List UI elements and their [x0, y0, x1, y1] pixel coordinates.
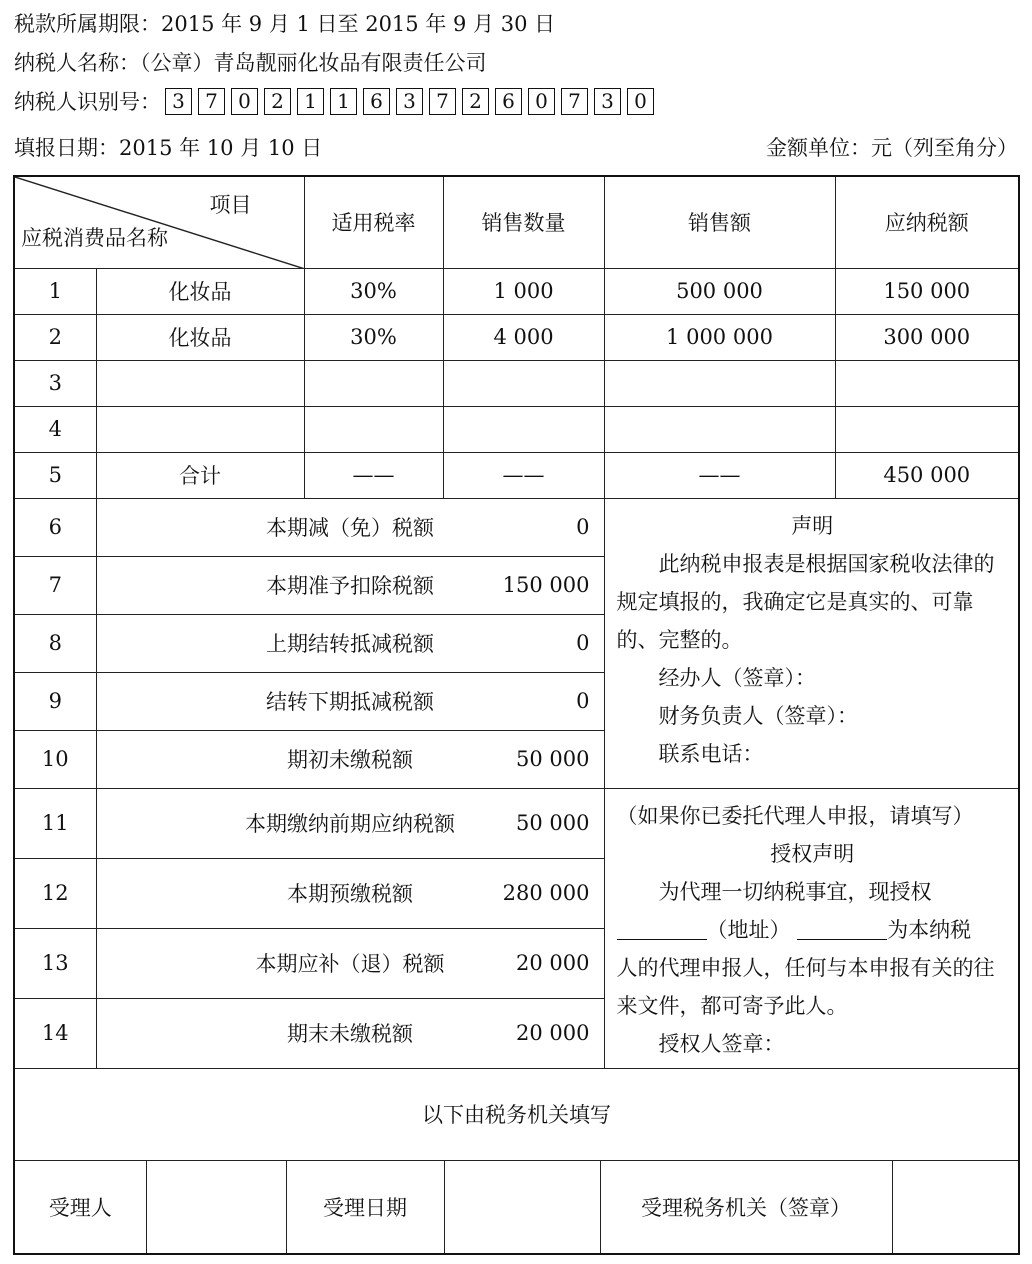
row-tax — [835, 360, 1019, 406]
row-tax — [835, 406, 1019, 452]
id-digit-box: 1 — [330, 88, 357, 115]
id-digit-box: 2 — [264, 88, 291, 115]
taxpayer-id-boxes — [165, 88, 660, 115]
item-label: 本期减（免）税额 — [266, 516, 434, 540]
corner-product-label: 应税消费品名称 — [21, 225, 168, 250]
item-no: 6 — [14, 498, 96, 556]
id-digit-box: 0 — [231, 88, 258, 115]
item-label: 上期结转抵减税额 — [266, 632, 434, 656]
col-header-sales: 销售额 — [604, 176, 835, 268]
date-unit-row — [14, 132, 1018, 162]
authorization-line3: 人的代理申报人，任何与本申报有关的往来文件，都可寄予此人。 — [616, 955, 995, 1018]
item-no: 11 — [14, 788, 96, 858]
id-digit-box: 6 — [363, 88, 390, 115]
declaration-body: 此纳税申报表是根据国家税收法律的规定填报的，我确定它是真实的、可靠的、完整的。 — [616, 551, 995, 652]
row-sales: 1 000 000 — [604, 314, 835, 360]
taxpayer-name: 纳税人名称：（公章）青岛靓丽化妆品有限责任公司 — [14, 51, 487, 75]
row-sales: —— — [604, 452, 835, 498]
authorization-line1: 为代理一切纳税事宜，现授权 — [658, 879, 932, 904]
id-digit-box: 0 — [528, 88, 555, 115]
row-tax: 150 000 — [835, 268, 1019, 314]
item-no: 12 — [14, 858, 96, 928]
table-row — [14, 268, 1019, 314]
declaration-phone: 联系电话： — [658, 741, 764, 766]
row-no: 4 — [14, 406, 96, 452]
row-qty: 1 000 — [443, 268, 604, 314]
row-no: 3 — [14, 360, 96, 406]
item-no: 10 — [14, 730, 96, 788]
item-row — [14, 498, 1019, 556]
row-sales — [604, 360, 835, 406]
item-value: 20 000 — [516, 1021, 590, 1045]
declaration-handler: 经办人（签章）： — [658, 665, 816, 690]
row-qty: 4 000 — [443, 314, 604, 360]
total-row — [14, 452, 1019, 498]
row-tax: 300 000 — [835, 314, 1019, 360]
col-header-qty: 销售数量 — [443, 176, 604, 268]
taxpayer-id-row — [14, 86, 660, 116]
row-product: 化妆品 — [96, 268, 304, 314]
row-no: 1 — [14, 268, 96, 314]
row-product — [96, 360, 304, 406]
item-value: 280 000 — [502, 881, 590, 905]
office-fill-row — [14, 1160, 1019, 1254]
row-rate: —— — [304, 452, 443, 498]
row-rate: 30% — [304, 314, 443, 360]
item-cell — [96, 614, 604, 672]
col-header-rate: 适用税率 — [304, 176, 443, 268]
table-row — [14, 360, 1019, 406]
id-digit-box: 3 — [165, 88, 192, 115]
authorization-cell — [604, 788, 1019, 1068]
item-no: 8 — [14, 614, 96, 672]
row-qty — [443, 406, 604, 452]
item-label: 期末未缴税额 — [287, 1022, 413, 1046]
item-label: 本期预缴税额 — [287, 882, 413, 906]
row-qty: —— — [443, 452, 604, 498]
row-no: 5 — [14, 452, 96, 498]
row-total-tax: 450 000 — [835, 452, 1019, 498]
col-header-tax: 应纳税额 — [835, 176, 1019, 268]
authorization-line2 — [617, 911, 1009, 949]
row-total-label: 合计 — [96, 452, 304, 498]
authorization-line2-tail: 为本纳税 — [887, 917, 972, 942]
item-label: 期初未缴税额 — [287, 748, 413, 772]
item-value: 0 — [576, 515, 590, 539]
blank-line — [617, 918, 707, 940]
item-value: 50 000 — [516, 811, 590, 835]
item-no: 14 — [14, 998, 96, 1068]
tax-period: 税款所属期限：2015 年 9 月 1 日至 2015 年 9 月 30 日 — [14, 12, 556, 36]
item-row — [14, 788, 1019, 858]
item-label: 结转下期抵减税额 — [266, 690, 434, 714]
id-digit-box: 2 — [462, 88, 489, 115]
row-sales — [604, 406, 835, 452]
item-cell — [96, 788, 604, 858]
item-value: 0 — [576, 631, 590, 655]
id-digit-box: 6 — [495, 88, 522, 115]
authorization-title: 授权声明 — [770, 841, 855, 866]
office-label: 受理税务机关（签章） — [600, 1161, 892, 1253]
row-no: 2 — [14, 314, 96, 360]
office-fill-cell — [14, 1160, 1019, 1254]
row-sales: 500 000 — [604, 268, 835, 314]
receive-date-field[interactable] — [444, 1161, 600, 1253]
id-digit-box: 7 — [561, 88, 588, 115]
id-digit-box: 1 — [297, 88, 324, 115]
item-cell — [96, 556, 604, 614]
item-value: 50 000 — [516, 747, 590, 771]
declaration-cell — [604, 498, 1019, 788]
table-row — [14, 314, 1019, 360]
row-rate — [304, 406, 443, 452]
corner-item-label: 项目 — [209, 193, 252, 217]
row-rate — [304, 360, 443, 406]
amount-unit: 金额单位：元（列至角分） — [766, 136, 1018, 160]
item-cell — [96, 998, 604, 1068]
authorization-addr: （地址） — [706, 917, 791, 942]
row-product — [96, 406, 304, 452]
item-cell — [96, 730, 604, 788]
item-cell — [96, 928, 604, 998]
row-product: 化妆品 — [96, 314, 304, 360]
item-no: 13 — [14, 928, 96, 998]
office-inner-table — [15, 1161, 1020, 1253]
declaration-finance: 财务负责人（签章）： — [658, 703, 858, 728]
fill-date: 填报日期：2015 年 10 月 10 日 — [14, 136, 323, 160]
row-qty — [443, 360, 604, 406]
declaration-title: 声明 — [791, 513, 834, 538]
item-label: 本期准予扣除税额 — [266, 574, 434, 598]
item-label: 本期缴纳前期应纳税额 — [245, 812, 455, 836]
item-cell — [96, 498, 604, 556]
table-header-row — [14, 176, 1019, 268]
tax-return-table — [13, 175, 1020, 1255]
id-digit-box: 7 — [198, 88, 225, 115]
item-value: 150 000 — [502, 573, 590, 597]
authorization-signer: 授权人签章： — [658, 1031, 785, 1056]
receiver-label: 受理人 — [15, 1161, 146, 1253]
receiver-field[interactable] — [146, 1161, 286, 1253]
authorization-intro: （如果你已委托代理人申报，请填写） — [616, 803, 974, 828]
id-digit-box: 7 — [429, 88, 456, 115]
row-rate: 30% — [304, 268, 443, 314]
id-digit-box: 3 — [396, 88, 423, 115]
item-cell — [96, 858, 604, 928]
corner-header-cell — [14, 176, 304, 268]
table-row — [14, 406, 1019, 452]
item-value: 20 000 — [516, 951, 590, 975]
item-label: 本期应补（退）税额 — [255, 952, 445, 976]
item-no: 9 — [14, 672, 96, 730]
id-digit-box: 3 — [594, 88, 621, 115]
blank-line — [797, 918, 887, 940]
id-digit-box: 0 — [627, 88, 654, 115]
item-value: 0 — [576, 689, 590, 713]
taxpayer-id-label: 纳税人识别号： — [14, 90, 161, 114]
item-cell — [96, 672, 604, 730]
receive-date-label: 受理日期 — [286, 1161, 444, 1253]
office-field[interactable] — [892, 1161, 1020, 1253]
office-note: 以下由税务机关填写 — [14, 1068, 1019, 1160]
office-note-row — [14, 1068, 1019, 1160]
item-no: 7 — [14, 556, 96, 614]
